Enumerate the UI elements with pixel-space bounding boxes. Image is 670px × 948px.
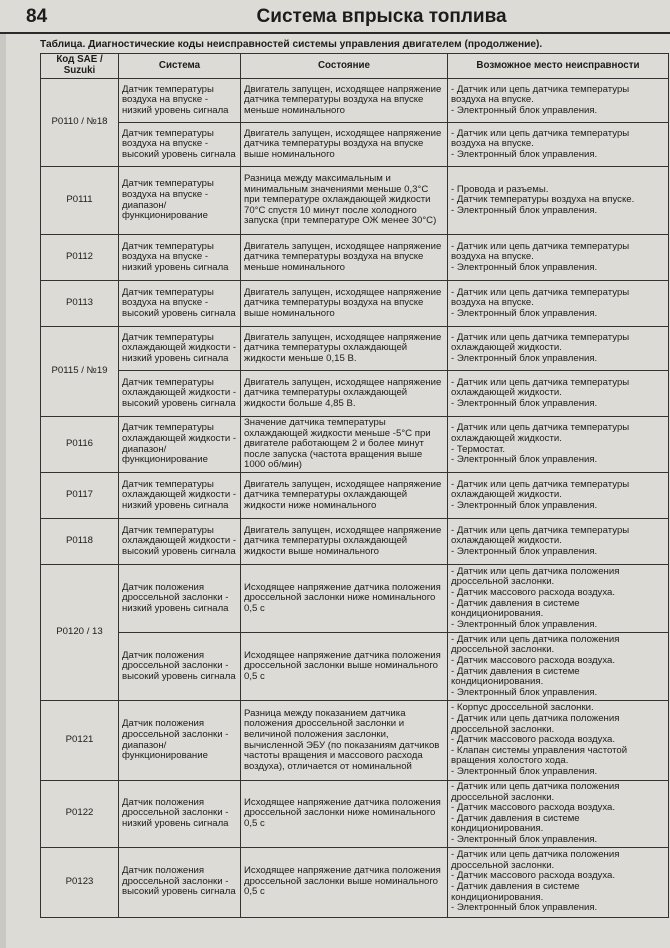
cause-item: - Датчик массового расхода воздуха. <box>451 734 616 746</box>
system-cell: Датчик положения дроссельной заслонки - низкий уровень сигнала <box>119 565 241 633</box>
cause-item: - Электронный блок управления. <box>451 618 598 630</box>
causes-cell <box>448 235 669 281</box>
system-cell: Датчик температуры охлаждающей жидкости - высокий уровень сигнала <box>119 371 241 417</box>
table-body <box>41 79 669 918</box>
cause-item: - Электронный блок управления. <box>451 545 598 557</box>
header-system: Система <box>119 54 241 79</box>
table-row <box>41 235 669 281</box>
cause-item: - Датчик массового расхода воздуха. <box>451 802 616 814</box>
page-header <box>0 0 670 34</box>
header-causes: Возможное место неисправности <box>448 54 669 79</box>
system-cell: Датчик положения дроссельной заслонки - низкий уровень сигнала <box>119 781 241 848</box>
cause-item: - Корпус дроссельной заслонки. <box>451 702 594 714</box>
cause-item: - Датчик массового расхода воздуха. <box>451 654 616 666</box>
cause-item: - Электронный блок управления. <box>451 148 598 160</box>
causes-cell <box>448 371 669 417</box>
condition-cell: Двигатель запущен, исходящее напряжение датчика температуры охлаждающей жидкости выше номинального <box>241 519 448 565</box>
code-cell: P0117 <box>41 473 119 519</box>
cause-item: - Датчик температуры воздуха на впуске. <box>451 194 635 206</box>
table-row <box>41 565 669 633</box>
cause-item: - Датчик или цепь датчика температуры охлаждающей жидкости. <box>451 422 630 444</box>
code-cell: P0111 <box>41 167 119 235</box>
cause-item: - Электронный блок управления. <box>451 833 598 845</box>
system-cell: Датчик температуры охлаждающей жидкости - низкий уровень сигнала <box>119 473 241 519</box>
cause-item: - Датчик давления в системе кондиционирования. <box>451 597 580 620</box>
condition-cell: Исходящее напряжение датчика положения дроссельной заслонки ниже номинального 0,5 с <box>241 565 448 633</box>
causes-cell <box>448 847 669 917</box>
condition-cell: Двигатель запущен, исходящее напряжение датчика температуры воздуха на впуске меньше номинального <box>241 235 448 281</box>
cause-item: - Электронный блок управления. <box>451 397 598 409</box>
condition-cell: Разница между максимальным и минимальным значениями меньше 0,3°С при температуре охлаждающей жидкости 70°С спустя 10 минут после холодного запуска (при температуре ОЖ менее 30°С) <box>241 167 448 235</box>
cause-item: - Датчик или цепь датчика положения дроссельной заслонки. <box>451 849 620 871</box>
condition-cell: Значение датчика температуры охлаждающей жидкости меньше -5°С при двигателе работающем 2 и более минут после запуска (частота вращения выше 1000 об/мин) <box>241 417 448 473</box>
causes-cell <box>448 417 669 473</box>
cause-item: - Электронный блок управления. <box>451 104 598 116</box>
condition-cell: Исходящее напряжение датчика положения дроссельной заслонки выше номинального 0,5 с <box>241 847 448 917</box>
table-row <box>41 417 669 473</box>
table-row <box>41 327 669 371</box>
cause-item: - Датчик давления в системе кондиционирования. <box>451 812 580 835</box>
cause-item: - Датчик давления в системе кондиционирования. <box>451 881 580 903</box>
cause-item: - Электронный блок управления. <box>451 454 598 466</box>
header-condition: Состояние <box>241 54 448 79</box>
page-binding-edge <box>0 34 6 948</box>
cause-item: - Клапан системы управления частотой вращения холостого хода. <box>451 744 628 767</box>
causes-cell <box>448 281 669 327</box>
system-cell: Датчик положения дроссельной заслонки - высокий уровень сигнала <box>119 847 241 917</box>
condition-cell: Исходящее напряжение датчика положения дроссельной заслонки ниже номинального 0,5 с <box>241 781 448 848</box>
system-cell: Датчик температуры воздуха на впуске - высокий уровень сигнала <box>119 123 241 167</box>
table-caption: Таблица. Диагностические коды неисправностей системы управления двигателем (продолжение). <box>40 39 543 50</box>
header-code: Код SAE / Suzuki <box>41 54 119 79</box>
cause-item: - Провода и разъемы. <box>451 183 549 195</box>
code-cell: P0123 <box>41 847 119 917</box>
causes-cell <box>448 565 669 633</box>
cause-item: - Датчик или цепь датчика температуры воздуха на впуске. <box>451 83 630 106</box>
system-cell: Датчик температуры воздуха на впуске - диапазон/функционирование <box>119 167 241 235</box>
condition-cell: Двигатель запущен, исходящее напряжение датчика температуры охлаждающей жидкости больше 4,85 В. <box>241 371 448 417</box>
causes-cell <box>448 327 669 371</box>
cause-item: - Датчик или цепь датчика температуры воздуха на впуске. <box>451 127 630 150</box>
causes-cell <box>448 701 669 781</box>
code-cell: P0122 <box>41 781 119 848</box>
cause-item: - Датчик или цепь датчика температуры охлаждающей жидкости. <box>451 478 630 501</box>
code-cell: P0120 / 13 <box>41 565 119 701</box>
table-row <box>41 79 669 123</box>
condition-cell: Двигатель запущен, исходящее напряжение датчика температуры воздуха на впуске выше номинального <box>241 123 448 167</box>
code-cell: P0118 <box>41 519 119 565</box>
system-cell: Датчик температуры охлаждающей жидкости - диапазон/функционирование <box>119 417 241 473</box>
table-row <box>41 167 669 235</box>
cause-item: - Электронный блок управления. <box>451 499 598 511</box>
page-number: 84 <box>26 6 48 27</box>
code-cell: P0113 <box>41 281 119 327</box>
causes-cell <box>448 633 669 701</box>
table-row <box>41 473 669 519</box>
condition-cell: Двигатель запущен, исходящее напряжение датчика температуры охлаждающей жидкости ниже номинального <box>241 473 448 519</box>
cause-item: - Датчик или цепь датчика положения дроссельной заслонки. <box>451 565 620 588</box>
cause-item: - Датчик или цепь датчика температуры охлаждающей жидкости. <box>451 331 630 354</box>
cause-item: - Датчик или цепь датчика температуры воздуха на впуске. <box>451 286 630 309</box>
table-header-row <box>41 54 669 79</box>
cause-item: - Электронный блок управления. <box>451 765 598 777</box>
cause-item: - Датчик или цепь датчика положения дроссельной заслонки. <box>451 713 620 735</box>
cause-item: - Датчик или цепь датчика положения дроссельной заслонки. <box>451 781 620 803</box>
cause-item: - Термостат. <box>451 443 505 455</box>
cause-item: - Датчик массового расхода воздуха. <box>451 586 616 598</box>
section-title: Система впрыска топлива <box>256 6 507 27</box>
code-cell: P0121 <box>41 701 119 781</box>
system-cell: Датчик положения дроссельной заслонки - высокий уровень сигнала <box>119 633 241 701</box>
cause-item: - Электронный блок управления. <box>451 307 598 319</box>
cause-item: - Электронный блок управления. <box>451 352 598 364</box>
cause-item: - Датчик или цепь датчика температуры охлаждающей жидкости. <box>451 524 630 547</box>
cause-item: - Электронный блок управления. <box>451 261 598 273</box>
system-cell: Датчик положения дроссельной заслонки - диапазон/функционирование <box>119 701 241 781</box>
code-cell: P0115 / №19 <box>41 327 119 417</box>
system-cell: Датчик температуры воздуха на впуске - высокий уровень сигнала <box>119 281 241 327</box>
system-cell: Датчик температуры охлаждающей жидкости - низкий уровень сигнала <box>119 327 241 371</box>
causes-cell <box>448 123 669 167</box>
table-row <box>41 847 669 917</box>
table-row <box>41 519 669 565</box>
causes-cell <box>448 167 669 235</box>
causes-cell <box>448 781 669 848</box>
condition-cell: Двигатель запущен, исходящее напряжение датчика температуры воздуха на впуске меньше номинального <box>241 79 448 123</box>
table-row <box>41 123 669 167</box>
diagnostic-codes-table <box>40 53 669 918</box>
cause-item: - Датчик давления в системе кондиционирования. <box>451 665 580 688</box>
condition-cell: Двигатель запущен, исходящее напряжение датчика температуры охлаждающей жидкости меньше 0,15 В. <box>241 327 448 371</box>
table-row <box>41 701 669 781</box>
condition-cell: Исходящее напряжение датчика положения дроссельной заслонки выше номинального 0,5 с <box>241 633 448 701</box>
table-row <box>41 281 669 327</box>
cause-item: - Датчик или цепь датчика температуры охлаждающей жидкости. <box>451 376 630 399</box>
code-cell: P0116 <box>41 417 119 473</box>
causes-cell <box>448 473 669 519</box>
table-row <box>41 633 669 701</box>
system-cell: Датчик температуры охлаждающей жидкости - высокий уровень сигнала <box>119 519 241 565</box>
code-cell: P0110 / №18 <box>41 79 119 167</box>
condition-cell: Разница между показанием датчика положения дроссельной заслонки и величиной положения заслонки, вычисленной ЭБУ (по показаниям датчиков частоты вращения и массового расхода воздуха), отличается от номинальной <box>241 701 448 781</box>
system-cell: Датчик температуры воздуха на впуске - низкий уровень сигнала <box>119 235 241 281</box>
code-cell: P0112 <box>41 235 119 281</box>
table-row <box>41 371 669 417</box>
causes-cell <box>448 519 669 565</box>
cause-item: - Датчик или цепь датчика температуры воздуха на впуске. <box>451 240 630 263</box>
causes-cell <box>448 79 669 123</box>
cause-item: - Электронный блок управления. <box>451 902 598 914</box>
cause-item: - Электронный блок управления. <box>451 204 598 216</box>
cause-item: - Электронный блок управления. <box>451 686 598 698</box>
system-cell: Датчик температуры воздуха на впуске - низкий уровень сигнала <box>119 79 241 123</box>
table-row <box>41 781 669 848</box>
condition-cell: Двигатель запущен, исходящее напряжение датчика температуры воздуха на впуске выше номинального <box>241 281 448 327</box>
cause-item: - Датчик массового расхода воздуха. <box>451 870 616 882</box>
cause-item: - Датчик или цепь датчика положения дроссельной заслонки. <box>451 633 620 656</box>
